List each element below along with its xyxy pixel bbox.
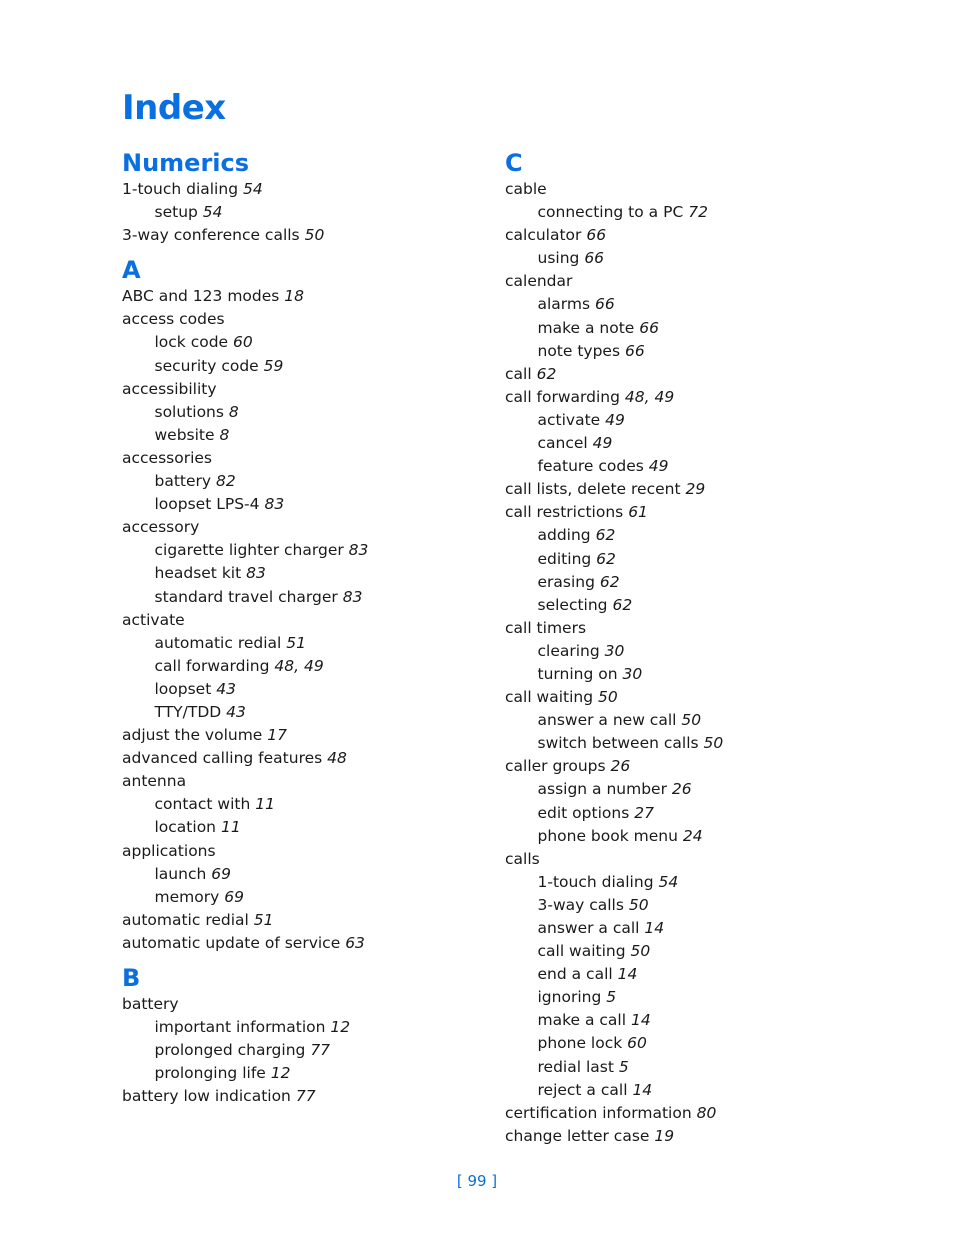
index-subentry [122,1062,482,1085]
entry-term: battery [122,995,179,1013]
entry-page-ref[interactable]: 50 [598,688,618,707]
entry-page-ref[interactable]: 51 [286,633,307,652]
entry-term: phone lock [537,1034,623,1053]
entry-term: 3-way calls [537,895,624,914]
entry-term: memory [154,887,220,906]
entry-term: calendar [505,272,573,291]
entry-term: calculator [505,226,582,245]
entry-page-ref[interactable]: 59 [263,356,284,375]
index-subentry [505,640,865,663]
entry-page-ref[interactable]: 14 [617,965,638,984]
entry-term: clearing [537,641,600,660]
index-entry [122,178,482,201]
entry-term: change letter case [505,1126,650,1145]
entry-page-ref[interactable]: 12 [270,1064,291,1083]
entry-term: 3-way conference calls [122,226,300,245]
entry-page-ref[interactable]: 60 [233,333,253,352]
entry-page-ref[interactable]: 11 [255,795,275,814]
entry-term: cancel [537,434,588,453]
index-subentry [505,1009,865,1032]
entry-term: automatic redial [154,633,282,652]
index-subentry [505,802,865,825]
entry-page-ref[interactable]: 72 [688,203,708,222]
entry-page-ref[interactable]: 54 [202,203,223,222]
entry-page-ref[interactable]: 77 [295,1087,316,1106]
entry-page-ref[interactable]: 48, 49 [624,387,675,406]
entry-term: using [537,249,580,268]
index-subentry [122,701,482,724]
entry-term: call lists, delete recent [505,480,681,499]
entry-term: antenna [122,772,187,791]
page-title: Index [122,88,226,128]
entry-page-ref[interactable]: 69 [211,864,231,883]
entry-term: phone book menu [537,826,678,845]
index-subentry [122,586,482,609]
entry-page-ref[interactable]: 49 [605,410,625,429]
entry-page-ref[interactable]: 54 [658,872,679,891]
entry-term: call forwarding [154,656,270,675]
index-subentry [122,632,482,655]
entry-term: website [154,425,215,444]
index-entry [122,308,482,331]
entry-page-ref[interactable]: 14 [632,1080,653,1099]
entry-page-ref[interactable]: 62 [595,526,616,545]
entry-term: cigarette lighter charger [154,541,344,560]
index-entry [122,609,482,632]
entry-page-ref[interactable]: 29 [685,480,706,499]
index-entry [505,386,865,409]
index-subentry [505,317,865,340]
entry-term: assign a number [537,780,667,799]
index-entry [505,755,865,778]
index-entry [505,1125,865,1148]
index-subentry [122,1016,482,1039]
entry-page-ref[interactable]: 12 [330,1018,351,1037]
entry-term: TTY/TDD [154,702,222,721]
index-entry [505,178,865,201]
index-entry [505,617,865,640]
entry-page-ref[interactable]: 80 [696,1103,717,1122]
index-subentry [505,709,865,732]
entry-term: reject a call [537,1080,628,1099]
entry-term: call timers [505,618,587,637]
entry-page-ref[interactable]: 26 [671,780,692,799]
entry-page-ref[interactable]: 49 [648,457,669,476]
entry-term: cable [505,180,547,198]
entry-page-ref[interactable]: 50 [681,711,702,730]
entry-page-ref[interactable]: 5 [606,988,617,1007]
index-subentry [505,571,865,594]
entry-term: battery [154,472,212,491]
entry-term: call forwarding [505,387,620,406]
entry-page-ref[interactable]: 62 [596,549,616,568]
entry-term: launch [154,864,207,883]
entry-term: make a call [537,1011,627,1030]
section-heading: Numerics [122,149,250,177]
entry-page-ref[interactable]: 49 [592,434,613,453]
index-subentry [505,201,865,224]
index-subentry [122,1039,482,1062]
index-subentry [505,1032,865,1055]
entry-term: prolonging life [154,1064,266,1083]
entry-term: 1-touch dialing [122,180,239,198]
entry-page-ref[interactable]: 83 [264,495,285,514]
index-column-right [505,148,865,1148]
index-entry [505,1102,865,1125]
index-entry [122,224,482,247]
index-subentry [122,470,482,493]
entry-term: call waiting [505,688,594,707]
index-entry [122,770,482,793]
entry-term: adding [537,526,591,545]
entry-term: accessibility [122,379,217,398]
entry-page-ref[interactable]: 83 [342,587,363,606]
index-entry [122,747,482,770]
index-subentry [122,493,482,516]
index-subentry [122,331,482,354]
index-subentry [505,778,865,801]
entry-page-ref[interactable]: 50 [628,895,649,914]
index-entry [505,848,865,871]
entry-term: call [505,364,532,383]
entry-term: redial last [537,1057,614,1076]
entry-term: location [154,818,217,837]
entry-term: solutions [154,402,224,421]
index-subentry [122,886,482,909]
entry-page-ref[interactable]: 61 [628,503,648,522]
entry-term: end a call [537,965,613,984]
index-subentry [122,401,482,424]
entry-page-ref[interactable]: 69 [224,887,244,906]
entry-term: accessory [122,518,200,537]
entry-term: applications [122,841,216,860]
entry-page-ref[interactable]: 66 [625,341,645,360]
index-subentry [505,940,865,963]
index-subentry [122,355,482,378]
section-heading: C [505,149,523,177]
index-subentry [505,1056,865,1079]
entry-page-ref[interactable]: 50 [304,226,325,245]
index-subentry [505,963,865,986]
entry-page-ref[interactable]: 8 [219,425,230,444]
entry-term: certification information [505,1103,692,1122]
index-subentry [505,917,865,940]
entry-page-ref[interactable]: 18 [284,287,305,306]
entry-term: adjust the volume [122,726,263,745]
index-subentry [505,732,865,755]
entry-term: activate [122,610,185,629]
entry-term: editing [537,549,592,568]
entry-page-ref[interactable]: 50 [703,734,724,753]
entry-term: note types [537,341,621,360]
index-entry [122,285,482,308]
entry-page-ref[interactable]: 14 [630,1011,651,1030]
entry-term: loopset [154,679,212,698]
index-column-left [122,148,482,1108]
entry-page-ref[interactable]: 63 [345,933,365,952]
index-subentry [505,871,865,894]
index-entry [122,909,482,932]
entry-term: feature codes [537,457,644,476]
entry-page-ref[interactable]: 83 [348,541,369,560]
index-subentry [505,409,865,432]
entry-page-ref[interactable]: 8 [228,402,239,421]
index-entry [122,378,482,401]
entry-page-ref[interactable]: 24 [682,826,703,845]
index-section [122,963,482,1108]
entry-term: battery low indication [122,1087,291,1106]
entry-term: switch between calls [537,734,699,753]
index-subentry [122,424,482,447]
section-heading: B [122,964,141,992]
index-subentry [122,562,482,585]
index-subentry [122,793,482,816]
index-entry [505,478,865,501]
entry-term: headset kit [154,564,242,583]
entry-page-ref[interactable]: 27 [634,803,654,822]
entry-term: loopset LPS-4 [154,495,260,514]
entry-page-ref[interactable]: 83 [246,564,266,583]
index-subentry [505,548,865,571]
entry-term: accessories [122,448,213,467]
index-entry [122,840,482,863]
index-entry [122,724,482,747]
entry-page-ref[interactable]: 66 [584,249,605,268]
index-entry [505,686,865,709]
index-section [122,255,482,955]
entry-term: erasing [537,572,595,591]
entry-term: call waiting [537,942,626,961]
entry-page-ref[interactable]: 51 [253,910,274,929]
entry-term: turning on [537,664,618,683]
entry-page-ref[interactable]: 19 [654,1126,675,1145]
index-entry [122,447,482,470]
index-entry [505,224,865,247]
index-subentry [505,293,865,316]
entry-page-ref[interactable]: 43 [226,702,246,721]
entry-page-ref[interactable]: 54 [242,180,263,198]
index-entry [122,932,482,955]
entry-term: answer a new call [537,711,677,730]
index-subentry [505,455,865,478]
entry-term: automatic redial [122,910,249,929]
entry-page-ref[interactable]: 66 [586,226,607,245]
entry-term: connecting to a PC [537,203,684,222]
entry-term: advanced calling features [122,749,323,768]
entry-term: alarms [537,295,591,314]
entry-term: 1-touch dialing [537,872,654,891]
entry-page-ref[interactable]: 48, 49 [274,656,324,675]
entry-term: access codes [122,310,225,329]
index-subentry [505,663,865,686]
index-subentry [505,894,865,917]
section-heading: A [122,256,141,285]
entry-page-ref[interactable]: 50 [630,942,651,961]
entry-term: lock code [154,333,229,352]
entry-page-ref[interactable]: 43 [216,679,236,698]
entry-term: standard travel charger [154,587,338,606]
entry-term: important information [154,1018,326,1037]
index-entry [122,993,482,1016]
entry-page-ref[interactable]: 66 [595,295,615,314]
entry-page-ref[interactable]: 77 [310,1041,331,1060]
entry-term: ABC and 123 modes [122,287,280,306]
index-section [505,148,865,1148]
page-number: [ 99 ] [456,1172,498,1190]
entry-page-ref[interactable]: 14 [644,919,665,937]
entry-page-ref[interactable]: 48 [327,749,347,768]
entry-page-ref[interactable]: 5 [618,1057,629,1076]
entry-term: calls [505,849,540,868]
entry-page-ref[interactable]: 62 [536,364,557,383]
index-entry [122,1085,482,1108]
index-subentry [505,986,865,1009]
entry-page-ref[interactable]: 30 [604,641,625,660]
index-subentry [505,340,865,363]
entry-term: make a note [537,318,635,337]
index-subentry [122,863,482,886]
entry-term: activate [537,410,601,429]
index-entry [122,516,482,539]
entry-page-ref[interactable]: 26 [610,757,631,776]
entry-page-ref[interactable]: 30 [622,664,643,683]
index-subentry [122,655,482,678]
entry-term: caller groups [505,757,606,776]
index-subentry [505,825,865,848]
index-subentry [505,432,865,455]
index-entry [505,363,865,386]
index-subentry [122,539,482,562]
entry-term: ignoring [537,988,602,1007]
index-entry [505,270,865,293]
entry-term: call restrictions [505,503,624,522]
entry-term: setup [154,203,198,222]
index-subentry [122,201,482,224]
index-subentry [505,247,865,270]
entry-page-ref[interactable]: 60 [627,1034,647,1053]
entry-term: contact with [154,795,251,814]
entry-term: prolonged charging [154,1041,306,1060]
index-subentry [122,816,482,839]
index-entry [505,501,865,524]
index-subentry [505,594,865,617]
index-subentry [122,678,482,701]
entry-page-ref[interactable]: 11 [220,818,241,837]
entry-term: automatic update of service [122,933,341,952]
index-subentry [505,1079,865,1102]
entry-term: selecting [537,595,608,614]
entry-page-ref[interactable]: 62 [599,572,620,591]
entry-term: security code [154,356,259,375]
entry-term: edit options [537,803,630,822]
entry-term: answer a call [537,919,640,937]
entry-page-ref[interactable]: 82 [216,472,236,491]
entry-page-ref[interactable]: 17 [267,726,288,745]
index-subentry [505,524,865,547]
index-section [122,148,482,247]
entry-page-ref[interactable]: 62 [612,595,633,614]
entry-page-ref[interactable]: 66 [639,318,660,337]
